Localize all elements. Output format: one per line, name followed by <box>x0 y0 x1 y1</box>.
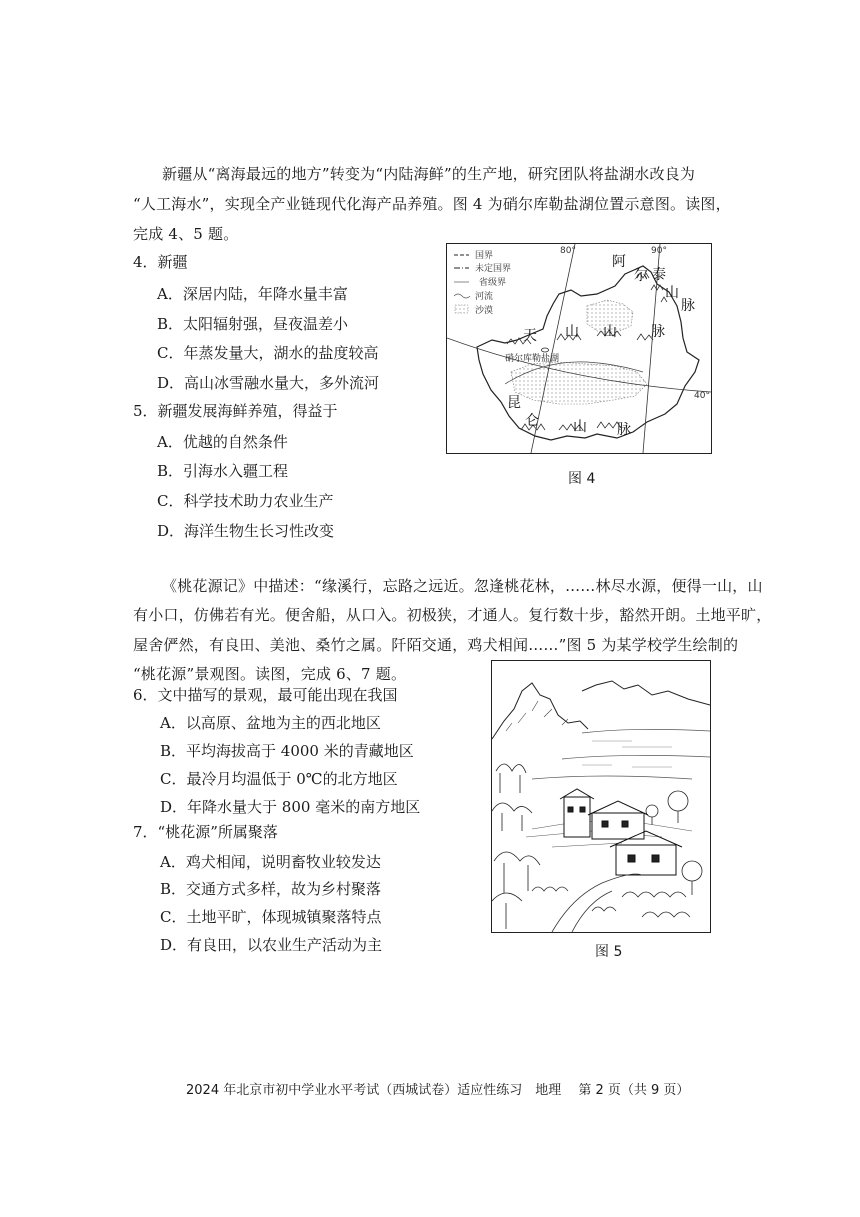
question-7-option-c[interactable]: C．土地平旷，体现城镇聚落特点 <box>160 908 382 926</box>
tianshan-char-1: 天 <box>523 328 537 344</box>
question-4-option-d[interactable]: D．高山冰雪融水量大，多外流河 <box>157 374 380 392</box>
passage1-line2: “人工海水”，实现全产业链现代化海产品养殖。图 4 为硝尔库勒盐湖位置示意图。读图， <box>133 195 731 213</box>
question-5-stem: 5．新疆发展海鲜养殖，得益于 <box>133 402 338 420</box>
passage2-line3: 屋舍俨然，有良田、美池、桑竹之属。阡陌交通，鸡犬相闻……”图 5 为某学校学生绘制的 <box>133 636 739 654</box>
passage1-line1: 新疆从“离海最远的地方”转变为“内陆海鲜”的生产地，研究团队将盐湖水改良为 <box>162 165 696 183</box>
question-5-option-a[interactable]: A．优越的自然条件 <box>157 433 288 451</box>
passage2-line2: 有小口，仿佛若有光。便舍船，从口入。初极狭，才通人。复行数十步，豁然开朗。土地平旷， <box>133 606 772 624</box>
question-4-option-c[interactable]: C．年蒸发量大，湖水的盐度较高 <box>157 344 379 362</box>
question-5-option-d[interactable]: D．海洋生物生长习性改变 <box>157 522 335 540</box>
altai-char-5: 脉 <box>681 298 695 314</box>
legend-country-border: 国界 <box>475 251 494 261</box>
salt-lake-marker <box>542 348 549 352</box>
landscape-sketch-svg <box>492 661 710 932</box>
question-6-stem: 6．文中描写的景观，最可能出现在我国 <box>133 686 398 704</box>
legend-undetermined-border: 未定国界 <box>475 264 512 274</box>
altai-char-2: 尔 <box>634 268 648 284</box>
question-6-option-b[interactable]: B．平均海拔高于 4000 米的青藏地区 <box>160 742 414 760</box>
kunlun-char-3: 山 <box>573 419 587 435</box>
legend-provincial-border: 省级界 <box>479 278 507 288</box>
altai-char-3: 泰 <box>652 267 666 283</box>
passage1-line3: 完成 4、5 题。 <box>133 225 239 243</box>
figure-5-landscape <box>491 660 711 933</box>
kunlun-char-1: 昆 <box>507 395 521 411</box>
tianshan-char-2: 山 <box>565 324 579 340</box>
page-footer: 2024 年北京市初中学业水平考试（西城试卷）适应性练习 地理 第 2 页（共 9 页） <box>186 1083 690 1098</box>
tianshan-char-3: 山 <box>603 324 617 340</box>
tianshan-char-4: 脉 <box>651 324 665 340</box>
question-4-option-a[interactable]: A．深居内陆，年降水量丰富 <box>157 285 348 303</box>
question-5-option-c[interactable]: C．科学技术助力农业生产 <box>157 492 334 510</box>
kunlun-char-4: 脉 <box>617 422 631 438</box>
lat-40-label: 40° <box>694 391 710 401</box>
legend-desert: 沙漠 <box>475 306 494 316</box>
question-6-option-c[interactable]: C．最冷月均温低于 0℃的北方地区 <box>160 770 398 788</box>
question-7-option-a[interactable]: A．鸡犬相闻，说明畜牧业较发达 <box>160 853 381 871</box>
question-7-option-b[interactable]: B．交通方式多样，故为乡村聚落 <box>160 880 382 898</box>
question-7-option-d[interactable]: D．有良田，以农业生产活动为主 <box>160 936 383 954</box>
altai-char-1: 阿 <box>612 254 626 270</box>
kunlun-char-2: 仑 <box>525 413 539 429</box>
houses <box>560 789 682 875</box>
mountain-range-right <box>582 681 710 705</box>
question-4-stem: 4．新疆 <box>133 253 188 271</box>
question-6-option-a[interactable]: A．以高原、盆地为主的西北地区 <box>160 714 381 732</box>
river <box>532 729 710 779</box>
salt-lake-label: 硝尔库勒盐湖 <box>505 354 560 364</box>
passage2-line4: “桃花源”景观图。读图，完成 6、7 题。 <box>133 665 407 683</box>
question-4-option-b[interactable]: B．太阳辐射强，昼夜温差小 <box>157 315 349 333</box>
village-path <box>552 874 642 932</box>
altai-char-4: 山 <box>665 285 679 301</box>
lon-80-label: 80° <box>560 246 576 256</box>
figure-4-map <box>446 243 712 454</box>
trees-left <box>492 764 540 929</box>
question-7-stem: 7．“桃花源”所属聚落 <box>133 823 278 841</box>
question-6-option-d[interactable]: D．年降水量大于 800 毫米的南方地区 <box>160 798 421 816</box>
passage2-line1: 《桃花源记》中描述：“缘溪行，忘路之远近。忽逢桃花林，……林尽水源，便得一山，山 <box>162 577 763 595</box>
question-5-option-b[interactable]: B．引海水入疆工程 <box>157 462 289 480</box>
legend-river: 河流 <box>475 292 494 302</box>
xinjiang-map-svg <box>447 244 711 453</box>
figure-4-caption: 图 4 <box>568 471 596 487</box>
figure-5-caption: 图 5 <box>595 944 623 960</box>
lon-90-label: 90° <box>651 246 667 256</box>
